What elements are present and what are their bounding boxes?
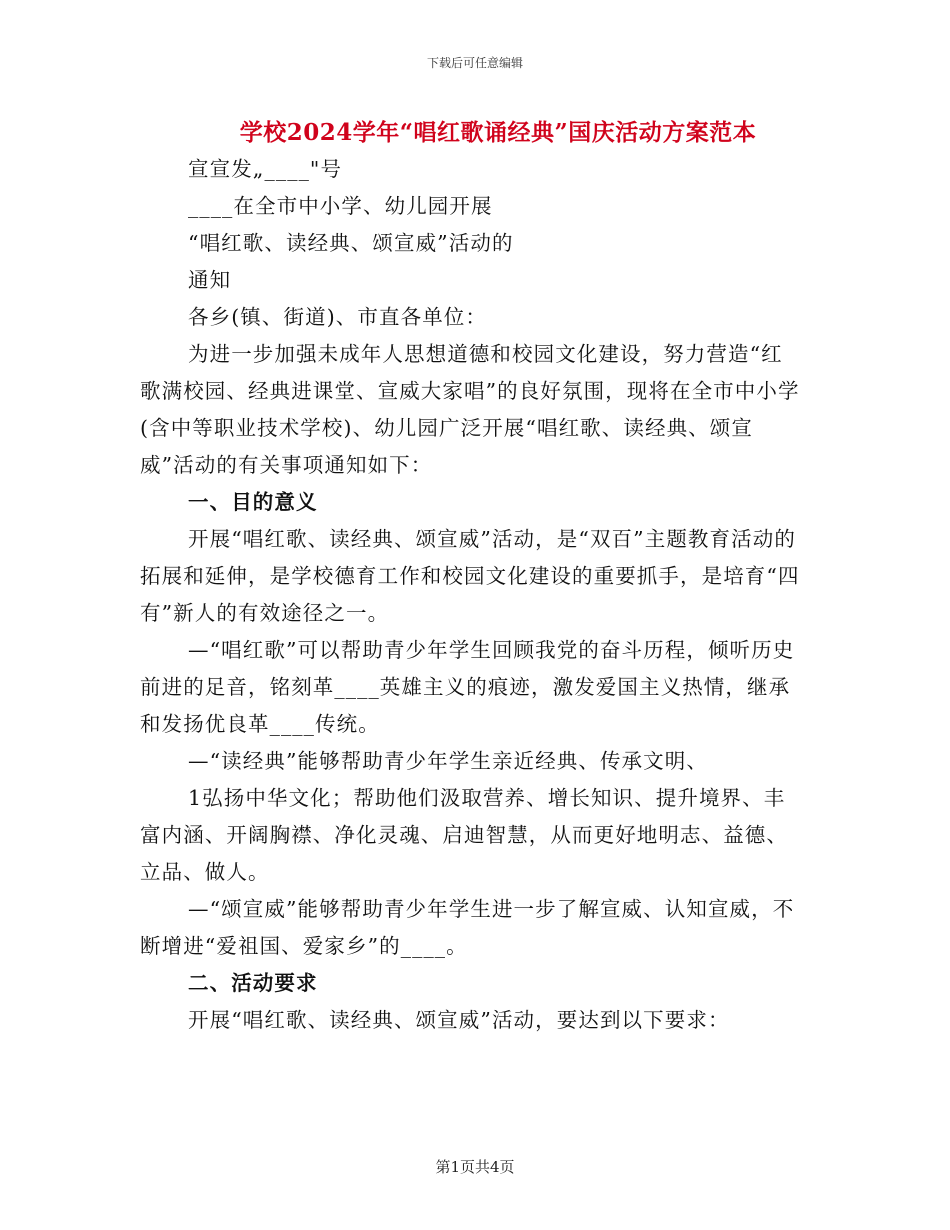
paragraph: ____在全市中小学、幼儿园开展 [188,194,493,218]
paragraph: —“颂宣威”能够帮助青少年学生进一步了解宣威、认知宣威，不断增进“爱祖国、爱家乡”的____。 [140,897,795,958]
paragraph: 各乡(镇、街道)、市直各单位： [188,305,487,329]
header-note: 下载后可任意编辑 [426,56,523,70]
document-body [140,151,800,1039]
paragraph: 开展“唱红歌、读经典、颂宣威”活动，要达到以下要求： [188,1008,730,1032]
page-footer: 第1页共4页 [435,1158,515,1176]
paragraph: 宣宣发„____"号 [188,157,343,181]
paragraph: “唱红歌、读经典、颂宣威”活动的 [188,231,514,255]
section-heading: 一、目的意义 [188,490,318,514]
section-heading: 二、活动要求 [188,971,318,995]
paragraph: 通知 [188,268,232,292]
paragraph: —“读经典”能够帮助青少年学生亲近经典、传承文明、 [188,749,708,773]
paragraph: 1弘扬中华文化；帮助他们汲取营养、增长知识、提升境界、丰富内涵、开阔胸襟、净化灵魂、启迪智慧，从而更好地明志、益德、立品、做人。 [140,786,788,884]
document-title: 学校2024学年“唱红歌诵经典”国庆活动方案范本 [239,119,757,146]
paragraph: 开展“唱红歌、读经典、颂宣威”活动，是“双百”主题教育活动的拓展和延伸，是学校德育工作和校园文化建设的重要抓手，是培育“四有”新人的有效途径之一。 [140,527,800,625]
paragraph: 为进一步加强未成年人思想道德和校园文化建设，努力营造“红歌满校园、经典进课堂、宣威大家唱”的良好氛围，现将在全市中小学(含中等职业技术学校)、幼儿园广泛开展“唱红歌、读经典、颂宣威”活动的有关事项通知如下： [140,342,800,477]
paragraph: —“唱红歌”可以帮助青少年学生回顾我党的奋斗历程，倾听历史前进的足音，铭刻革____英雄主义的痕迹，激发爱国主义热情，继承和发扬优良革____传统。 [140,638,795,736]
